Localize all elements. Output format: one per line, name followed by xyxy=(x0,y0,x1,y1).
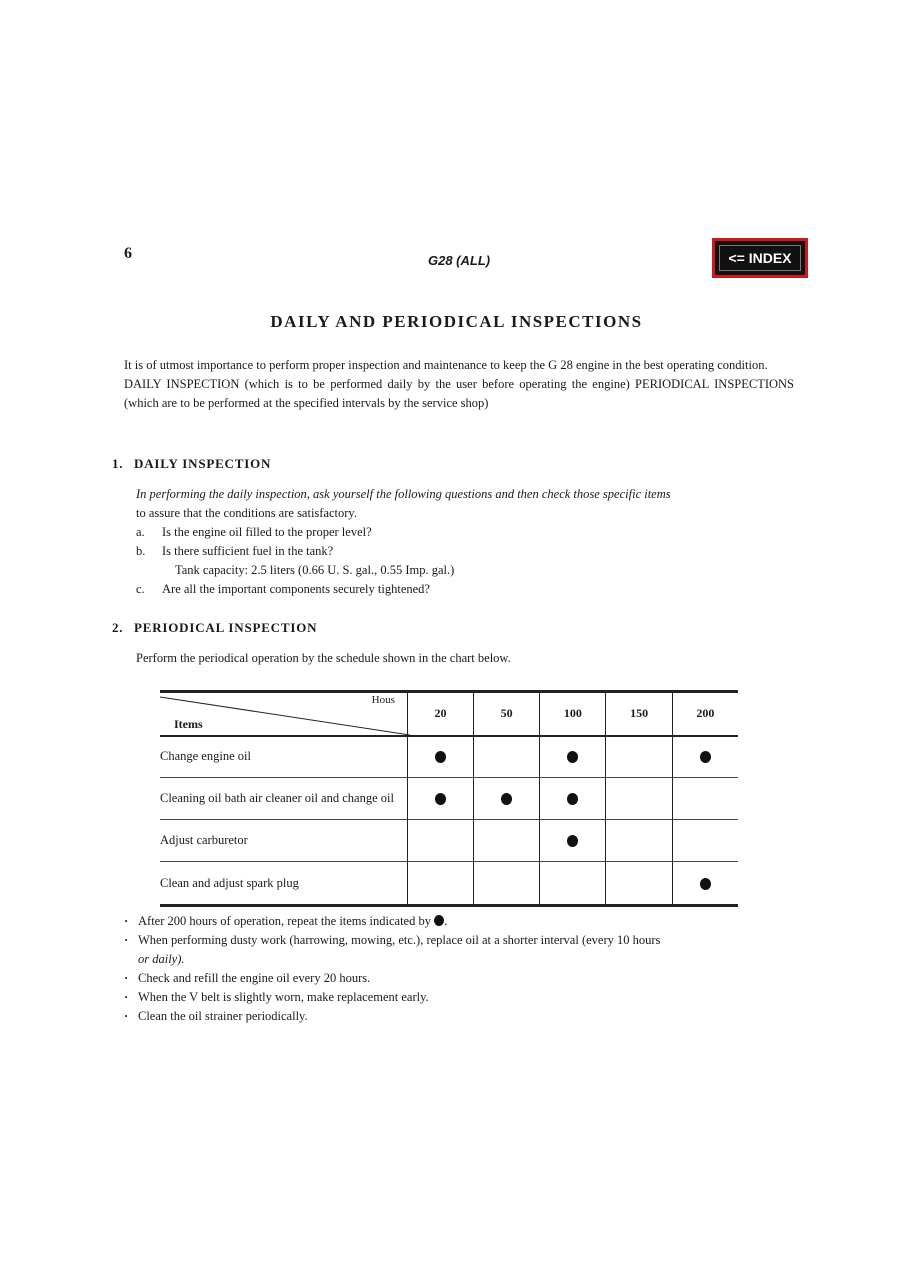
table-mark-cell xyxy=(474,778,540,820)
daily-item-text: Is the engine oil filled to the proper level? xyxy=(162,525,372,539)
daily-lead-line-2: to assure that the conditions are satisfactory. xyxy=(136,506,357,520)
table-row xyxy=(160,862,738,906)
note-text: When performing dusty work (harrowing, mowing, etc.), replace oil at a shorter interval (every 10 hours xyxy=(138,933,661,947)
filled-dot-icon xyxy=(567,751,578,763)
note-text: When the V belt is slightly worn, make replacement early. xyxy=(138,990,429,1004)
hour-header-200: 200 xyxy=(672,692,738,736)
table-mark-cell xyxy=(606,778,672,820)
table-mark-cell xyxy=(606,820,672,862)
daily-item-b xyxy=(136,542,333,561)
hour-header-20: 20 xyxy=(407,692,473,736)
filled-dot-icon xyxy=(435,793,446,805)
daily-item-c xyxy=(136,580,430,599)
filled-dot-icon xyxy=(700,878,711,890)
table-mark-cell xyxy=(407,736,473,778)
filled-dot-icon xyxy=(700,751,711,763)
model-label: G28 (ALL) xyxy=(428,253,491,268)
note-item xyxy=(124,988,804,1007)
note-item xyxy=(124,1007,804,1026)
filled-dot-icon xyxy=(434,915,444,926)
hour-header-50: 50 xyxy=(474,692,540,736)
page-number: 6 xyxy=(124,245,132,262)
table-mark-cell xyxy=(606,736,672,778)
table-mark-cell xyxy=(540,820,606,862)
hour-header-150: 150 xyxy=(606,692,672,736)
filled-dot-icon xyxy=(435,751,446,763)
note-text: Clean the oil strainer periodically. xyxy=(138,1009,308,1023)
table-header-row xyxy=(160,692,738,736)
table-mark-cell xyxy=(407,862,473,906)
daily-item-text: Are all the important components securely tightened? xyxy=(162,582,430,596)
intro-paragraph-2: DAILY INSPECTION (which is to be performed daily by the user before operating the engine) PERIODICAL INSPECTIONS (which are to be performed at the specified intervals by the service shop) xyxy=(124,377,794,410)
table-mark-cell xyxy=(540,778,606,820)
table-mark-cell xyxy=(540,736,606,778)
daily-item-marker: c. xyxy=(136,582,145,596)
daily-heading xyxy=(112,456,271,472)
table-mark-cell xyxy=(672,736,738,778)
daily-item-marker: a. xyxy=(136,525,145,539)
periodical-heading-number: 2. xyxy=(112,620,124,635)
note-text: After 200 hours of operation, repeat the items indicated by xyxy=(138,914,431,928)
table-item-cell: Cleaning oil bath air cleaner oil and change oil xyxy=(160,791,394,805)
page-title: DAILY AND PERIODICAL INSPECTIONS xyxy=(270,312,643,331)
table-mark-cell xyxy=(474,820,540,862)
filled-dot-icon xyxy=(501,793,512,805)
intro-paragraph-1: It is of utmost importance to perform proper inspection and maintenance to keep the G 28 engine in the best operating condition. xyxy=(124,358,768,372)
index-button[interactable] xyxy=(712,238,808,278)
table-mark-cell xyxy=(407,778,473,820)
daily-heading-text: DAILY INSPECTION xyxy=(134,456,272,471)
table-mark-cell xyxy=(606,862,672,906)
note-item: · After 200 hours of operation, repeat the items indicated by . xyxy=(124,912,804,931)
hour-header-100: 100 xyxy=(540,692,606,736)
daily-lead-line-1: In performing the daily inspection, ask yourself the following questions and then check those specific items xyxy=(136,487,671,501)
daily-item-text: Is there sufficient fuel in the tank? xyxy=(162,544,334,558)
daily-item-marker: b. xyxy=(136,544,146,558)
table-row xyxy=(160,778,738,820)
notes-list xyxy=(124,912,804,1026)
daily-item-a xyxy=(136,523,372,542)
table-item-cell: Change engine oil xyxy=(160,749,251,764)
table-mark-cell xyxy=(672,778,738,820)
inspection-schedule-table xyxy=(160,690,738,907)
table-mark-cell xyxy=(474,862,540,906)
daily-item-tank-capacity xyxy=(175,561,454,580)
periodical-heading-text: PERIODICAL INSPECTION xyxy=(134,620,318,635)
note-text: Check and refill the engine oil every 20 hours. xyxy=(138,971,371,985)
periodical-lead: Perform the periodical operation by the schedule shown in the chart below. xyxy=(136,651,511,665)
filled-dot-icon xyxy=(567,835,578,847)
periodical-heading xyxy=(112,620,317,636)
table-row xyxy=(160,736,738,778)
table-corner-cell xyxy=(160,692,407,736)
table-mark-cell xyxy=(474,736,540,778)
note-item xyxy=(124,969,804,988)
note-item xyxy=(124,931,804,969)
filled-dot-icon xyxy=(567,793,578,805)
table-mark-cell xyxy=(672,820,738,862)
table-item-cell: Clean and adjust spark plug xyxy=(160,875,299,890)
note-text: or daily). xyxy=(138,952,185,966)
table-row xyxy=(160,820,738,862)
intro xyxy=(124,356,794,413)
table-mark-cell xyxy=(672,862,738,906)
daily-item-text: Tank capacity: 2.5 liters (0.66 U. S. gal., 0.55 Imp. gal.) xyxy=(175,563,455,577)
items-axis-label: Items xyxy=(174,716,203,731)
daily-heading-number: 1. xyxy=(112,456,124,471)
table-mark-cell xyxy=(407,820,473,862)
index-button-label: <= INDEX xyxy=(719,245,800,271)
table-item-cell: Adjust carburetor xyxy=(160,833,248,847)
table-mark-cell xyxy=(540,862,606,906)
hours-axis-label: Hous xyxy=(371,694,395,706)
